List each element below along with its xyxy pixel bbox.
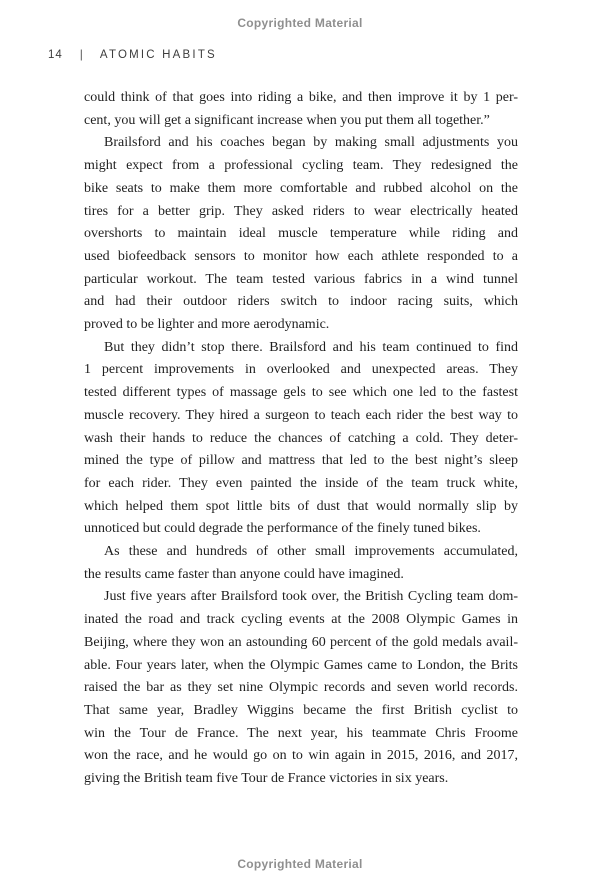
page-number: 14 — [48, 49, 63, 61]
text-line: might expect from a professional cycling team. They redesigned the — [84, 158, 518, 174]
text-line: and had their outdoor riders switch to indoor racing suits, which — [84, 294, 518, 310]
text-line: wash their hands to reduce the chances of catching a cold. They deter- — [84, 430, 518, 446]
text-line: bike seats to make them more comfortable and rubbed alcohol on the — [84, 180, 518, 196]
text-line: giving the British team five Tour de France victories in six years. — [84, 771, 449, 787]
text-line: able. Four years later, when the Olympic Games came to London, the Brits — [84, 657, 518, 673]
text-line: As these and hundreds of other small improvements accumulated, — [104, 544, 518, 560]
book-title: ATOMIC HABITS — [99, 49, 217, 61]
copyright-notice-bottom: Copyrighted Material — [237, 857, 363, 871]
text-line: tires for a better grip. They asked riders to wear electrically heated — [84, 203, 518, 219]
paragraph — [84, 541, 518, 586]
text-line: won the race, and he would go on to win again in 2015, 2016, and 2017, — [84, 748, 518, 764]
text-line: But they didn’t stop there. Brailsford and his team continued to find — [104, 339, 518, 355]
text-line: for each rider. They even painted the inside of the team truck white, — [84, 475, 518, 491]
copyright-notice-top: Copyrighted Material — [237, 16, 363, 30]
paragraph — [84, 132, 518, 336]
text-line: inated the road and track cycling events at the 2008 Olympic Games in — [84, 612, 518, 628]
body-text — [84, 87, 518, 791]
text-line: the results came faster than anyone could have imagined. — [84, 566, 404, 582]
text-line: cent, you will get a significant increase when you put them all together.” — [84, 112, 490, 128]
text-line: tested different types of massage gels to see which one led to the fastest — [84, 385, 518, 401]
text-line: muscle recovery. They hired a surgeon to teach each rider the best way to — [84, 407, 518, 423]
text-line: particular workout. The team tested various fabrics in a wind tunnel — [84, 271, 518, 287]
paragraph — [84, 586, 518, 790]
text-line: win the Tour de France. The next year, his teammate Chris Froome — [84, 725, 518, 741]
text-line: overshorts to maintain ideal muscle temperature while riding and — [84, 226, 518, 242]
text-line: raised the bar as they set nine Olympic records and seven world records. — [84, 680, 518, 696]
text-line: used biofeedback sensors to monitor how each athlete responded to a — [84, 248, 518, 264]
text-line: unnoticed but could degrade the performance of the finely tuned bikes. — [84, 521, 481, 537]
text-line: Beijing, where they won an astounding 60 percent of the gold medals avail- — [84, 634, 518, 650]
paragraph — [84, 87, 518, 132]
text-line: That same year, Bradley Wiggins became the first British cyclist to — [84, 702, 518, 718]
paragraph — [84, 337, 518, 541]
text-line: Brailsford and his coaches began by making small adjustments you — [104, 135, 518, 151]
text-line: which helped them spot little bits of dust that would normally slip by — [84, 498, 518, 514]
page-header — [48, 48, 217, 62]
text-line: Just five years after Brailsford took over, the British Cycling team dom- — [104, 589, 518, 605]
text-line: mined the type of pillow and mattress that led to the best night’s sleep — [84, 453, 518, 469]
text-line: could think of that goes into riding a bike, and then improve it by 1 per- — [84, 90, 518, 105]
text-line: proved to be lighter and more aerodynamic. — [84, 317, 330, 333]
header-separator: | — [79, 47, 83, 61]
text-line: 1 percent improvements in overlooked and unexpected areas. They — [84, 362, 518, 378]
